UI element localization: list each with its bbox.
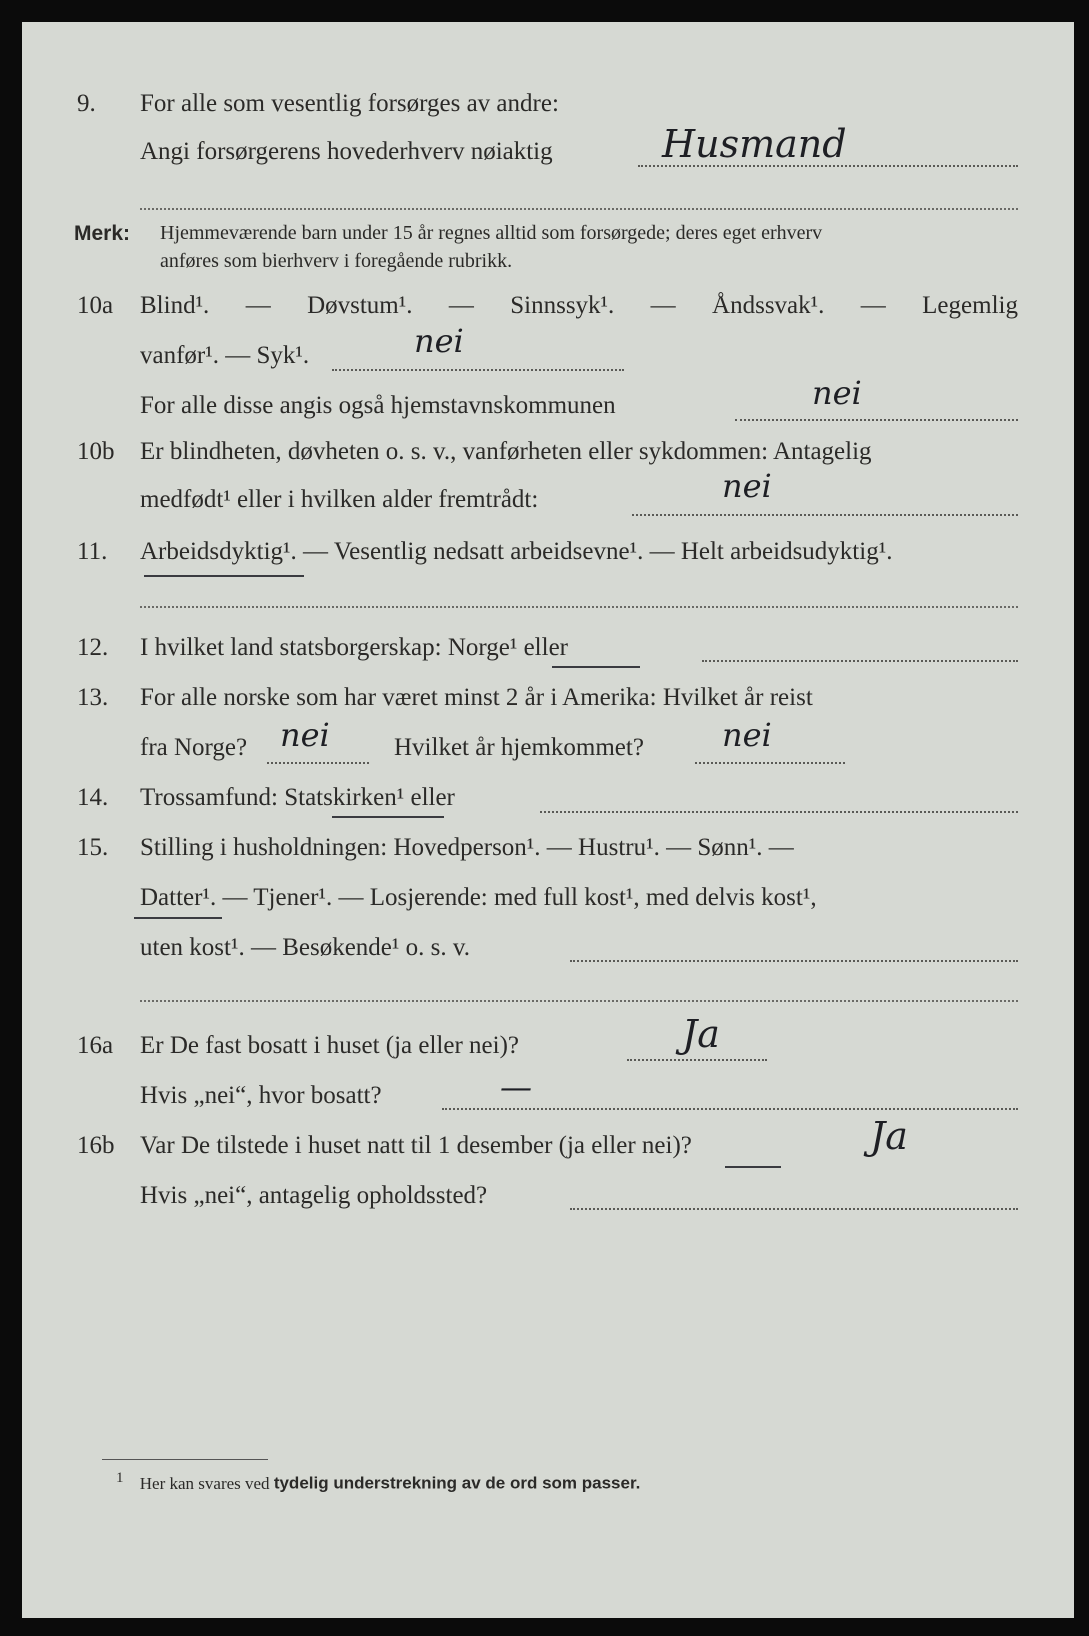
q15-number: 15. bbox=[77, 834, 109, 861]
q16b-row-1 bbox=[22, 1132, 1074, 1172]
footnote-rule bbox=[102, 1459, 268, 1460]
q12-number: 12. bbox=[77, 634, 109, 661]
census-form-page bbox=[22, 22, 1074, 1618]
q13-row-2 bbox=[22, 734, 1074, 774]
q13-question: For alle norske som har været minst 2 år i Amerika: Hvilket år reist bbox=[140, 684, 813, 711]
q15-row-3 bbox=[22, 934, 1074, 974]
q16a-answer-line bbox=[627, 1059, 767, 1061]
q10a-answer-line bbox=[332, 369, 624, 371]
q16a-question: Er De fast bosatt i huset (ja eller nei)? bbox=[140, 1032, 520, 1059]
q16a-row-1 bbox=[22, 1032, 1074, 1072]
q15-answer-line bbox=[570, 960, 1018, 962]
q14-underline bbox=[332, 816, 444, 818]
q14-row-1 bbox=[22, 784, 1074, 824]
q11-row-1 bbox=[22, 538, 1074, 578]
divider bbox=[140, 606, 1018, 608]
q16a-question-2: Hvis „nei“, hvor bosatt? bbox=[140, 1082, 382, 1109]
q13-answer-b[interactable]: nei bbox=[722, 716, 772, 754]
q15-question: Stilling i husholdningen: Hovedperson¹. — Hustru¹. — Sønn¹. — bbox=[140, 834, 794, 861]
q14-number: 14. bbox=[77, 784, 109, 811]
q15-row-1 bbox=[22, 834, 1074, 874]
q10a-word: Døvstum¹. bbox=[307, 292, 413, 319]
q9-row-1 bbox=[22, 90, 1074, 130]
merk-row-2 bbox=[22, 250, 1074, 290]
q14-answer-line bbox=[540, 811, 1018, 813]
q10a-word: — bbox=[245, 292, 271, 319]
q9-answer[interactable]: Husmand bbox=[662, 122, 847, 166]
merk-label: Merk: bbox=[74, 222, 131, 245]
q16b-answer[interactable]: Ja bbox=[870, 1114, 908, 1158]
q10b-answer[interactable]: nei bbox=[722, 467, 772, 505]
q10a-word: Åndssvak¹. bbox=[712, 292, 825, 319]
q10a-word: — bbox=[860, 292, 886, 319]
q10b-answer-line bbox=[632, 514, 1018, 516]
q11-question: Arbeidsdyktig¹. — Vesentlig nedsatt arbeidsevne¹. — Helt arbeidsudyktig¹. bbox=[140, 538, 893, 565]
q16a-row-2 bbox=[22, 1082, 1074, 1122]
q15-underline bbox=[134, 917, 222, 919]
merk-text: Hjemmeværende barn under 15 år regnes alltid som forsørgede; deres eget erhverv bbox=[160, 222, 823, 244]
q12-row-1 bbox=[22, 634, 1074, 674]
q10a-answer-2[interactable]: nei bbox=[414, 322, 464, 360]
q16b-row-2 bbox=[22, 1182, 1074, 1222]
q16a-answer-line-2 bbox=[442, 1108, 1018, 1110]
q16a-answer-2[interactable]: — bbox=[500, 1068, 532, 1106]
q10a-answer-line-3 bbox=[735, 419, 1018, 421]
q13-answer-a[interactable]: nei bbox=[280, 716, 330, 754]
q10b-row-2 bbox=[22, 486, 1074, 526]
q9-question: For alle som vesentlig forsørges av andre: bbox=[140, 90, 559, 117]
q13-question-2b: Hvilket år hjemkommet? bbox=[394, 734, 644, 761]
q11-number: 11. bbox=[77, 538, 108, 565]
q13-number: 13. bbox=[77, 684, 109, 711]
q14-question: Trossamfund: Statskirken¹ eller bbox=[140, 784, 455, 811]
q10b-question-2: medfødt¹ eller i hvilken alder fremtrådt: bbox=[140, 486, 539, 513]
q12-question: I hvilket land statsborgerskap: Norge¹ eller bbox=[140, 634, 568, 661]
q11-underline bbox=[144, 575, 304, 577]
footnote-mark: 1 bbox=[116, 1470, 124, 1486]
merk-text-2: anføres som bierhverv i foregående rubrikk. bbox=[160, 250, 513, 272]
q13-answer-line-b bbox=[695, 762, 845, 764]
q16b-question: Var De tilstede i huset natt til 1 desember (ja eller nei)? bbox=[140, 1132, 692, 1159]
q10b-question: Er blindheten, døvheten o. s. v., vanførheten eller sykdommen: Antagelig bbox=[140, 438, 872, 465]
q10a-number: 10a bbox=[77, 292, 114, 319]
divider bbox=[140, 208, 1018, 210]
q10a-word: — bbox=[448, 292, 474, 319]
q10a-row-2 bbox=[22, 342, 1074, 382]
divider bbox=[140, 1000, 1018, 1002]
q16b-number: 16b bbox=[77, 1132, 115, 1159]
q10a-question-2: vanfør¹. — Syk¹. bbox=[140, 342, 310, 369]
q10a-question-3: For alle disse angis også hjemstavnskommunen bbox=[140, 392, 616, 419]
q10a-word: Blind¹. bbox=[140, 292, 210, 319]
q16b-question-2: Hvis „nei“, antagelig opholdssted? bbox=[140, 1182, 488, 1209]
q16b-answer-line bbox=[570, 1208, 1018, 1210]
q16b-underline bbox=[725, 1166, 781, 1168]
q10a-word: Legemlig bbox=[922, 292, 1018, 319]
footnote-text: Her kan svares ved bbox=[139, 1473, 270, 1493]
q12-answer-line bbox=[702, 660, 1018, 662]
q9-question-2: Angi forsørgerens hovederhverv nøiaktig bbox=[140, 138, 553, 165]
q10a-answer-3[interactable]: nei bbox=[812, 374, 862, 412]
q10a-row-3 bbox=[22, 392, 1074, 432]
q15-question-3: uten kost¹. — Besøkende¹ o. s. v. bbox=[140, 934, 471, 961]
q10a-word: Sinnssyk¹. bbox=[510, 292, 615, 319]
footnote-emphasis: tydelig understrekning av de ord som passer. bbox=[273, 1473, 641, 1493]
q16a-number: 16a bbox=[77, 1032, 114, 1059]
q10b-number: 10b bbox=[77, 438, 115, 465]
q10a-word: — bbox=[650, 292, 676, 319]
q16a-answer[interactable]: Ja bbox=[682, 1012, 720, 1056]
q10a-options bbox=[140, 292, 1018, 320]
q10b-row-1 bbox=[22, 438, 1074, 478]
q13-row-1 bbox=[22, 684, 1074, 724]
q12-underline bbox=[552, 666, 640, 668]
q10a-row-1 bbox=[22, 292, 1074, 332]
q9-row-2 bbox=[22, 138, 1074, 178]
q9-number: 9. bbox=[77, 90, 96, 117]
q13-question-2a: fra Norge? bbox=[140, 734, 248, 761]
footnote bbox=[116, 1470, 640, 1494]
q15-question-2: Datter¹. — Tjener¹. — Losjerende: med full kost¹, med delvis kost¹, bbox=[140, 884, 817, 911]
q13-answer-line-a bbox=[267, 762, 369, 764]
